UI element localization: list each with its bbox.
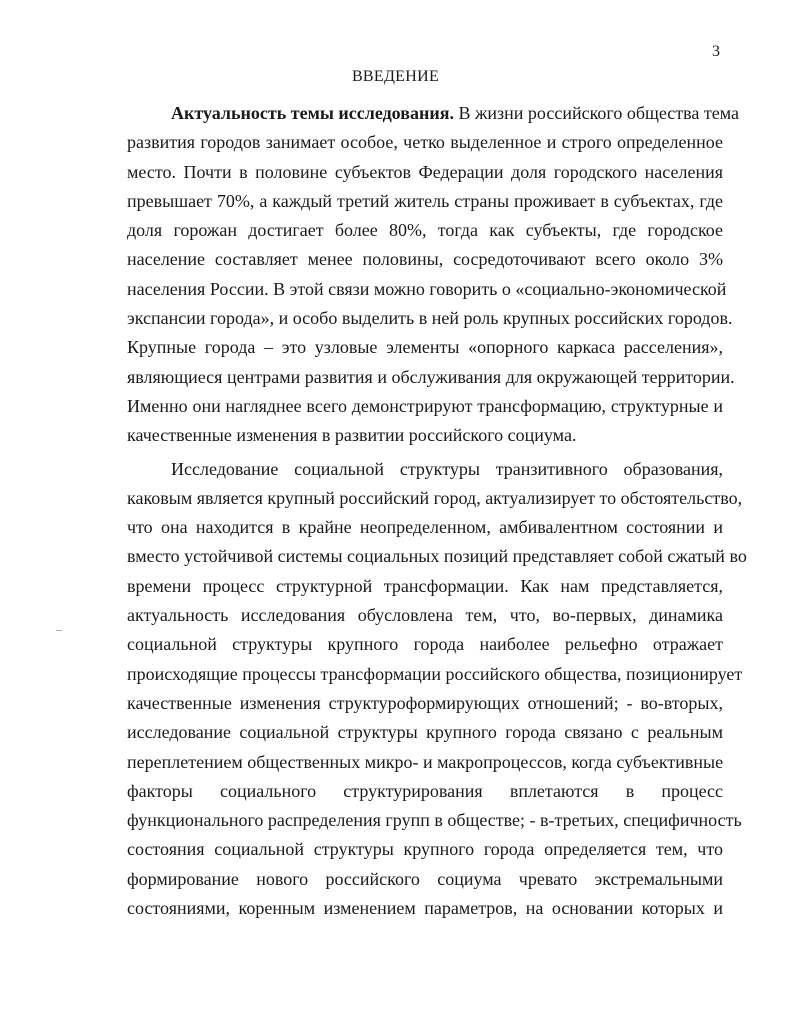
paragraph-relevance bbox=[127, 99, 740, 451]
paragraph-line: социальной структуры крупного города наиболее рельефно отражает bbox=[127, 634, 723, 655]
paragraph-line: Именно они нагляднее всего демонстрируют трансформацию, структурные и bbox=[127, 395, 723, 416]
paragraph-line: развития городов занимает особое, четко выделенное и строго определенное bbox=[127, 132, 723, 153]
paragraph-line: происходящие процессы трансформации российского общества, позиционирует bbox=[127, 663, 743, 684]
paragraph-line: место. Почти в половине субъектов Федерации доля городского населения bbox=[127, 161, 723, 182]
page-title: ВВЕДЕНИЕ bbox=[351, 68, 440, 85]
paragraph-line: времени процесс структурной трансформации. Как нам представляется, bbox=[127, 575, 723, 596]
paragraph-line: формирование нового российского социума чревато экстремальными bbox=[127, 868, 723, 889]
document-body bbox=[127, 99, 747, 923]
paragraph-line: качественные изменения структуроформирующих отношений; - во-вторых, bbox=[127, 692, 723, 713]
paragraph-research bbox=[127, 455, 747, 924]
paragraph-line: исследование социальной структуры крупного города связано с реальным bbox=[127, 722, 723, 743]
paragraph-line: Исследование социальной структуры транзитивного образования, bbox=[171, 458, 723, 479]
paragraph-line: что она находится в крайне неопределенном, амбивалентном состоянии и bbox=[127, 517, 723, 538]
paragraph-line: вместо устойчивой системы социальных позиций представляет собой сжатый во bbox=[127, 546, 747, 567]
paragraph-line: качественные изменения в развитии российского социума. bbox=[127, 425, 577, 446]
paragraph-line: факторы социального структурирования вплетаются в процесс bbox=[127, 780, 723, 801]
paragraph-line: население составляет менее половины, сосредоточивают всего около 3% bbox=[127, 249, 723, 270]
paragraph-line: актуальность исследования обусловлена тем, что, во-первых, динамика bbox=[127, 605, 723, 626]
paragraph-line: Крупные города – это узловые элементы «опорного каркаса расселения», bbox=[127, 337, 723, 358]
paragraph-line: состояниями, коренным изменением параметров, на основании которых и bbox=[127, 898, 723, 919]
paragraph-line: переплетением общественных микро- и макропроцессов, когда субъективные bbox=[127, 751, 724, 772]
paragraph-line: превышает 70%, а каждый третий житель страны проживает в субъектах, где bbox=[127, 190, 723, 211]
paragraph-line bbox=[127, 99, 740, 128]
paragraph-line: населения России. В этой связи можно говорить о «социально-экономической bbox=[127, 278, 727, 299]
paragraph-line: доля горожан достигает более 80%, тогда как субъекты, где городское bbox=[127, 220, 723, 241]
line-text: В жизни российского общества тема bbox=[453, 103, 740, 123]
paragraph-line: функционального распределения групп в обществе; - в-третьих, специфичность bbox=[127, 810, 742, 831]
section-lead: Актуальность темы исследования. bbox=[171, 103, 454, 123]
paragraph-line: являющиеся центрами развития и обслуживания для окружающей территории. bbox=[127, 366, 735, 387]
margin-mark bbox=[56, 630, 62, 631]
paragraph-line: экспансии города», и особо выделить в ней роль крупных российских городов. bbox=[127, 308, 733, 329]
page-number: 3 bbox=[712, 43, 720, 60]
paragraph-line: каковым является крупный российский город, актуализирует то обстоятельство, bbox=[127, 487, 743, 508]
paragraph-line: состояния социальной структуры крупного города определяется тем, что bbox=[127, 839, 723, 860]
